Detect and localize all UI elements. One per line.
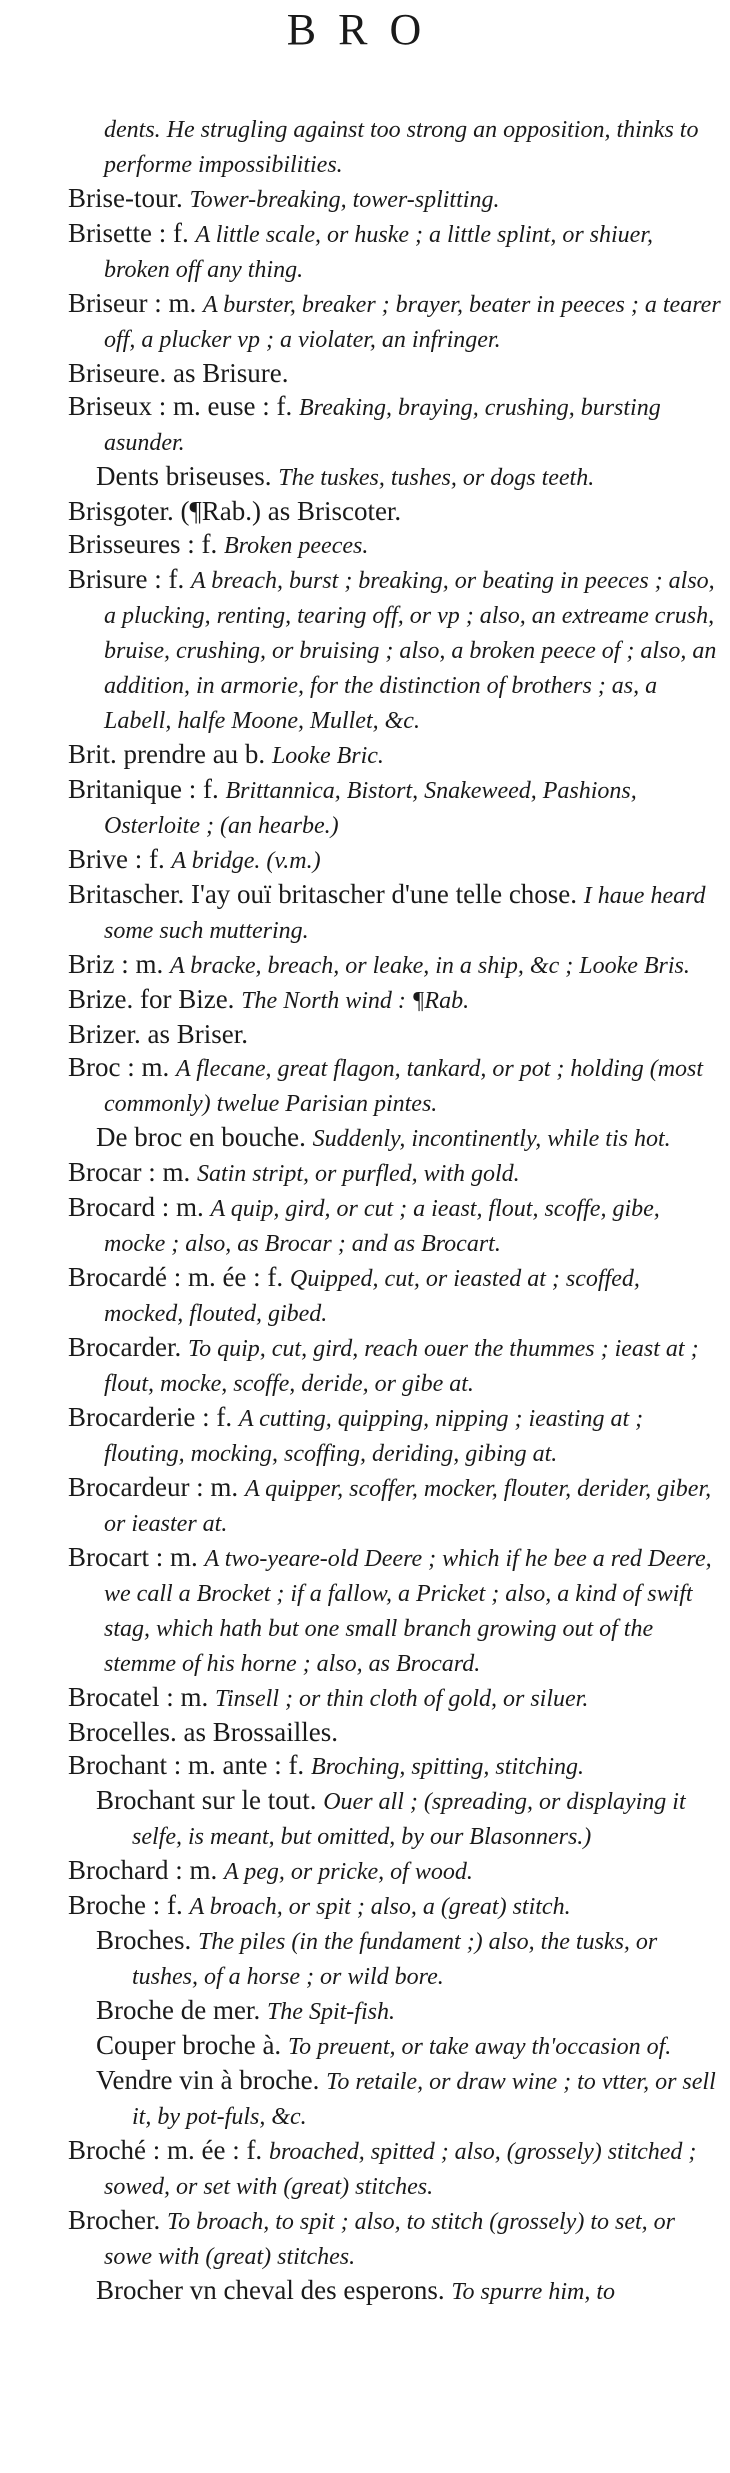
sub-entry xyxy=(68,2274,724,2309)
definition: Quipped, cut, or ieasted at ; scoffed, mocked, flouted, gibed. xyxy=(104,1266,640,1327)
headword: Couper broche à. xyxy=(96,2030,282,2060)
dictionary-entry xyxy=(68,983,724,1018)
definition: The piles (in the fundament ;) also, the tusks, or tushes, of a horse ; or wild bore. xyxy=(132,1929,658,1990)
headword: Brive : f. xyxy=(68,844,165,874)
headword: Brochant sur le tout. xyxy=(96,1785,317,1815)
definition: dents. He strugling against too strong an opposition, thinks to performe impossibilities. xyxy=(104,117,699,178)
headword: Brocelles. as Brossailles. xyxy=(68,1717,338,1747)
definition: The Spit-fish. xyxy=(266,1999,395,2025)
definition: A little scale, or huske ; a little splint, or shiuer, broken off any thing. xyxy=(104,222,654,283)
definition: A bridge. (v.m.) xyxy=(171,848,321,874)
dictionary-entry xyxy=(68,1018,724,1051)
definition: The North wind : ¶Rab. xyxy=(241,988,470,1014)
headword: Brisgoter. (¶Rab.) as Briscoter. xyxy=(68,496,402,526)
headword: Briz : m. xyxy=(68,949,164,979)
dictionary-entry xyxy=(68,528,724,563)
definition: To quip, cut, gird, reach ouer the thummes ; ieast at ; flout, mocke, scoffe, deride, or gibe at. xyxy=(104,1336,699,1397)
page-title: BRO xyxy=(286,5,444,54)
definition: To preuent, or take away th'occasion of. xyxy=(287,2034,672,2060)
definition: Satin stript, or purfled, with gold. xyxy=(196,1161,520,1187)
definition: A broach, or spit ; also, a (great) stitch. xyxy=(189,1894,571,1920)
dictionary-entry xyxy=(68,2134,724,2204)
dictionary-entry xyxy=(68,738,724,773)
headword: Brocart : m. xyxy=(68,1542,198,1572)
dictionary-entry xyxy=(68,1471,724,1541)
dictionary-entry xyxy=(68,217,724,287)
dictionary-entry xyxy=(68,182,724,217)
headword: Brocardeur : m. xyxy=(68,1472,239,1502)
dictionary-entry xyxy=(68,878,724,948)
dictionary-entry xyxy=(68,563,724,738)
definition: Tinsell ; or thin cloth of gold, or siluer. xyxy=(214,1686,589,1712)
headword: Broche : f. xyxy=(68,1890,183,1920)
headword: Brit. prendre au b. xyxy=(68,739,266,769)
headword: Brisseures : f. xyxy=(68,529,218,559)
dictionary-entry xyxy=(68,843,724,878)
sub-entry xyxy=(68,1924,724,1994)
definition: I haue heard some such muttering. xyxy=(104,883,706,944)
dictionary-entry xyxy=(68,948,724,983)
definition: To spurre him, to xyxy=(451,2279,615,2305)
sub-entry xyxy=(68,2064,724,2134)
definition: A quipper, scoffer, mocker, flouter, derider, giber, or ieaster at. xyxy=(104,1476,712,1537)
definition: Broken peeces. xyxy=(223,533,369,559)
definition: A cutting, quipping, nipping ; ieasting at ; flouting, mocking, scoffing, deriding, gibing at. xyxy=(104,1406,644,1467)
sub-entry xyxy=(68,1784,724,1854)
headword: Brocatel : m. xyxy=(68,1682,209,1712)
headword: Brise-tour. xyxy=(68,183,183,213)
definition: The tuskes, tushes, or dogs teeth. xyxy=(278,465,595,491)
definition: Breaking, braying, crushing, bursting asunder. xyxy=(104,395,661,456)
definition: broached, spitted ; also, (grossely) stitched ; sowed, or set with (great) stitches. xyxy=(104,2139,697,2200)
dictionary-entry xyxy=(68,773,724,843)
dictionary-entry xyxy=(68,390,724,460)
dictionary-entry xyxy=(68,1889,724,1924)
headword: Brisette : f. xyxy=(68,218,189,248)
headword: De broc en bouche. xyxy=(96,1122,306,1152)
headword: Britascher. I'ay ouï britascher d'une telle chose. xyxy=(68,879,578,909)
dictionary-entry xyxy=(68,357,724,390)
headword: Brocar : m. xyxy=(68,1157,191,1187)
definition: Looke Bric. xyxy=(271,743,384,769)
definition: To retaile, or draw wine ; to vtter, or sell it, by pot-fuls, &c. xyxy=(132,2069,716,2130)
headword: Broches. xyxy=(96,1925,192,1955)
definition: To broach, to spit ; also, to stitch (grossely) to set, or sowe with (great) stitches. xyxy=(104,2209,675,2270)
headword: Briseur : m. xyxy=(68,288,197,318)
sub-entry xyxy=(68,1121,724,1156)
dictionary-entry xyxy=(68,1716,724,1749)
definition: A flecane, great flagon, tankard, or pot ; holding (most commonly) twelue Parisian pintes. xyxy=(104,1056,704,1117)
sub-entry xyxy=(68,1994,724,2029)
headword: Brisure : f. xyxy=(68,564,185,594)
dictionary-entry xyxy=(68,1051,724,1121)
sub-entry xyxy=(68,2029,724,2064)
headword: Brochard : m. xyxy=(68,1855,218,1885)
dictionary-entry xyxy=(68,287,724,357)
headword: Brize. for Bize. xyxy=(68,984,235,1014)
definition: Tower-breaking, tower-splitting. xyxy=(189,187,500,213)
headword: Brocarderie : f. xyxy=(68,1402,233,1432)
dictionary-entry xyxy=(68,1156,724,1191)
definition: A two-yeare-old Deere ; which if he bee a red Deere, we call a Brocket ; if a fallow, a Pricket ; also, a kind of swift stag, which hath but one small branch growing out of the stemme of his horne ; also, as Brocard. xyxy=(104,1546,712,1677)
headword: Brochant : m. ante : f. xyxy=(68,1750,305,1780)
headword: Brocardé : m. ée : f. xyxy=(68,1262,284,1292)
headword: Britanique : f. xyxy=(68,774,219,804)
headword: Broc : m. xyxy=(68,1052,170,1082)
headword: Dents briseuses. xyxy=(96,461,272,491)
headword: Brocarder. xyxy=(68,1332,182,1362)
dictionary-entry xyxy=(68,1191,724,1261)
definition: A breach, burst ; breaking, or beating in peeces ; also, a plucking, renting, tearing off, or vp ; also, an extreame crush, bruise, crushing, or bruising ; also, a broken peece of ; also, an addition, in armorie, for the distinction of brothers ; as, a Labell, halfe Moone, Mullet, &c. xyxy=(104,568,717,734)
definition: Broching, spitting, stitching. xyxy=(310,1754,585,1780)
dictionary-entry xyxy=(68,2204,724,2274)
definition: A burster, breaker ; brayer, beater in peeces ; a tearer off, a plucker vp ; a violater, an infringer. xyxy=(104,292,721,353)
definition: Brittannica, Bistort, Snakeweed, Pashions, Osterloite ; (an hearbe.) xyxy=(104,778,637,839)
definition: Suddenly, incontinently, while tis hot. xyxy=(312,1126,671,1152)
definition: A quip, gird, or cut ; a ieast, flout, scoffe, gibe, mocke ; also, as Brocar ; and as Brocart. xyxy=(104,1196,660,1257)
dictionary-entry xyxy=(68,1854,724,1889)
dictionary-entry xyxy=(68,112,724,182)
headword: Vendre vin à broche. xyxy=(96,2065,320,2095)
headword: Briseux : m. euse : f. xyxy=(68,391,293,421)
dictionary-entry xyxy=(68,1541,724,1681)
definition: Ouer all ; (spreading, or displaying it selfe, is meant, but omitted, by our Blasonners.) xyxy=(132,1789,686,1850)
dictionary-entry xyxy=(68,1681,724,1716)
dictionary-entry xyxy=(68,1401,724,1471)
headword: Brizer. as Briser. xyxy=(68,1019,248,1049)
headword: Broché : m. ée : f. xyxy=(68,2135,263,2165)
headword: Briseure. as Brisure. xyxy=(68,358,289,388)
dictionary-entry xyxy=(68,495,724,528)
dictionary-entry xyxy=(68,1749,724,1784)
dictionary-entry xyxy=(68,1331,724,1401)
headword: Brocher. xyxy=(68,2205,161,2235)
headword: Broche de mer. xyxy=(96,1995,261,2025)
sub-entry xyxy=(68,460,724,495)
headword: Brocard : m. xyxy=(68,1192,204,1222)
definition: A peg, or pricke, of wood. xyxy=(223,1859,473,1885)
definition: A bracke, breach, or leake, in a ship, &c ; Looke Bris. xyxy=(170,953,690,979)
headword: Brocher vn cheval des esperons. xyxy=(96,2275,445,2305)
dictionary-entry xyxy=(68,1261,724,1331)
entry-list xyxy=(68,112,724,2309)
